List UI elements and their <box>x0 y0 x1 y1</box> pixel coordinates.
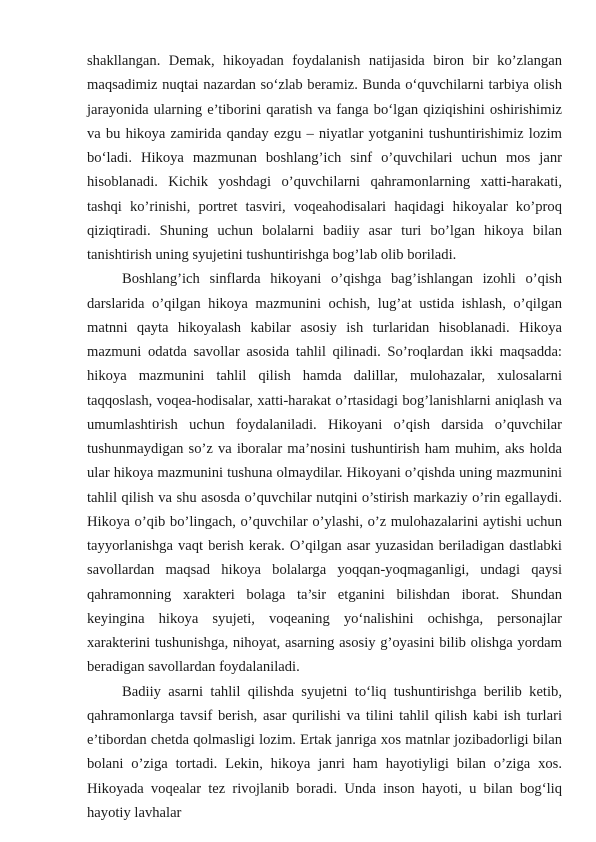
paragraph-1: shakllangan. Demak, hikoyadan foydalanish natijasida biron bir ko’zlangan maqsadimiz nuqtai nazardan so‘zlab beramiz. Bunda o‘quvchilarni tarbiya olish jarayonida ularning e’tiborini qaratish va fanga bo‘lgan qiziqishini oshirishimiz va bu hikoya zamirida qanday ezgu – niyatlar yotganini tushuntirishimiz lozim bo‘ladi. Hikoya mazmunan boshlang’ich sinf o’quvchilari uchun mos janr hisoblanadi. Kichik yoshdagi o’quvchilarni qahramonlarning xatti-harakati, tashqi ko’rinishi, portret tasviri, voqeahodisalari haqidagi hikoyalar ko’proq qiziqtiradi. Shuning uchun bolalarni badiiy asar turi bo’lgan hikoya bilan tanishtirish uning syujetini tushuntirishga bog’lab olib boriladi. <box>87 53 562 263</box>
paragraph-2: Boshlang’ich sinflarda hikoyani o’qishga bag’ishlangan izohli o’qish darslarida o’qilgan hikoya mazmunini ochish, lug’at ustida ishlash, o’qilgan matnni qayta hikoyalash kabilar asosiy ish turlaridan hisoblanadi. Hikoya mazmuni odatda savollar asosida tahlil qilinadi. So’roqlardan ikki maqsadda: hikoya mazmunini tahlil qilish hamda dalillar, mulohazalar, xulosalarni taqqoslash, voqea-hodisalar, xatti-harakat o’rtasidagi bog’lanishlarni aniqlash va umumlashtirish uchun foydalaniladi. Hikoyani o’qish darsida o’quvchilar tushunmaydigan so’z va iboralar ma’nosini tushuntirish ham muhim, aks holda ular hikoya mazmunini tushuna olmaydilar. Hikoyani o’qishda uning mazmunini tahlil qilish va shu asosda o’quvchilar nutqini o’stirish markaziy o’rin egallaydi. Hikoya o’qib bo’lingach, o’quvchilar o’ylashi, o’z mulohazalarini aytishi uchun tayyorlanishga vaqt berish kerak. O’qilgan asar yuzasidan beriladigan dastlabki savollardan maqsad hikoya bolalarga yoqqan-yoqmaganligi, undagi qaysi qahramonning xarakteri bolaga ta’sir etganini bilishdan iborat. Shundan keyingina hikoya syujeti, voqeaning yo‘nalishini ochishga, personajlar xarakterini tushunishga, nihoyat, asarning asosiy g’oyasini bilib olishga yordam beradigan savollardan foydalaniladi. <box>87 271 562 676</box>
paragraph-3: Badiiy asarni tahlil qilishda syujetni to‘liq tushuntirishga berilib ketib, qahramonlarga tavsif berish, asar qurilishi va tilini tahlil qilish kabi ish turlari e’tibordan chetda qolmasligi lozim. Ertak janriga xos matnlar jozibadorligi bilan bolani o’ziga tortadi. Lekin, hikoya janri ham hayotiyligi bilan o’ziga xos. Hikoyada voqealar tez rivojlanib boradi. Unda inson hayoti, u bilan bog‘liq hayotiy lavhalar <box>87 683 562 821</box>
body-text <box>87 49 562 825</box>
